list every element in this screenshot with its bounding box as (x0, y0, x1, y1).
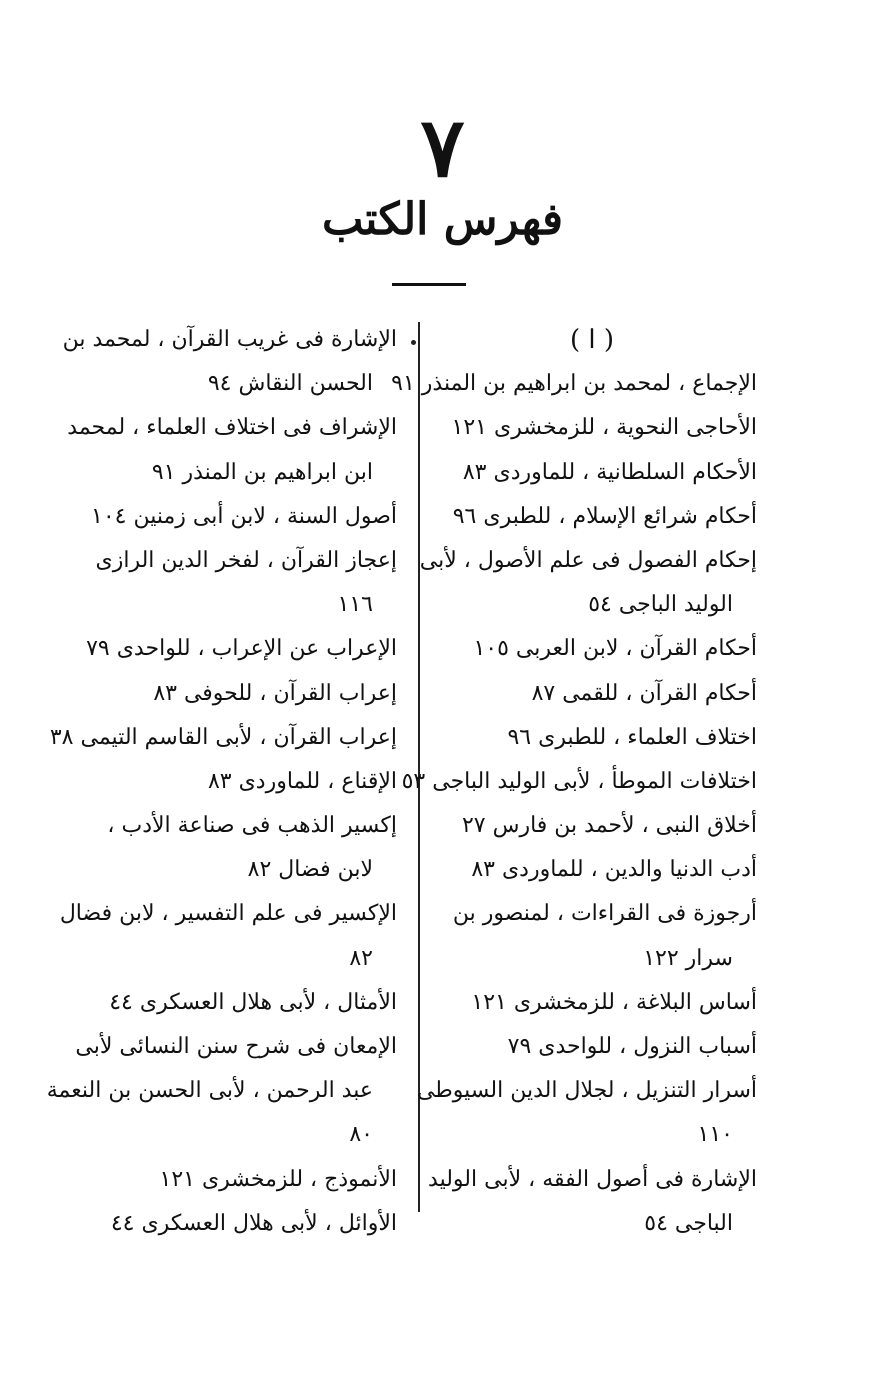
index-entry: أسرار التنزيل ، لجلال الدين السيوطى (416, 1078, 757, 1104)
index-entry: الإمعان فى شرح سنن النسائى لأبى (75, 1034, 397, 1059)
index-entry-continuation: ٨٢ (349, 945, 373, 971)
index-entry: اختلاف العلماء ، للطبرى ٩٦ (507, 724, 757, 750)
page-title: فهرس الكتب (321, 194, 564, 245)
index-column-left (46, 318, 397, 1246)
index-entry: الإشارة فى غريب القرآن ، لمحمد بن (62, 327, 397, 352)
index-entry-continuation: ١١٠ (697, 1122, 733, 1148)
index-entry: الإكسير فى علم التفسير ، لابن فضال (59, 901, 397, 927)
index-entry: أحكام القرآن ، للقمى ٨٧ (531, 680, 757, 706)
index-entry: إعجاز القرآن ، لفخر الدين الرازى (95, 547, 397, 573)
index-column-right (391, 318, 757, 1246)
index-entry: الإشارة فى أصول الفقه ، لأبى الوليد (428, 1166, 757, 1192)
index-entry: أرجوزة فى القراءات ، لمنصور بن (452, 901, 757, 927)
index-entry-continuation: ١١٦ (337, 592, 373, 618)
index-entry: أحكام شرائع الإسلام ، للطبرى ٩٦ (452, 503, 757, 529)
index-entry: الأنموذج ، للزمخشرى ١٢١ (159, 1166, 397, 1192)
index-entry: إعراب القرآن ، لأبى القاسم التيمى ٣٨ (49, 724, 397, 750)
chapter-number: ٧ (420, 100, 465, 196)
index-entry: إعراب القرآن ، للحوفى ٨٣ (153, 680, 397, 706)
index-entry: إحكام الفصول فى علم الأصول ، لأبى (419, 547, 757, 573)
index-entry: الأوائل ، لأبى هلال العسكرى ٤٤ (110, 1210, 397, 1236)
index-entry-continuation: الباجى ٥٤ (644, 1210, 733, 1236)
index-entry-continuation: ابن ابراهيم بن المنذر ٩١ (151, 459, 373, 485)
index-entry: الإجماع ، لمحمد بن ابراهيم بن المنذر ٩١ (391, 371, 757, 397)
index-entry: إكسير الذهب فى صناعة الأدب ، (107, 813, 397, 839)
index-entry: اختلافات الموطأ ، لأبى الوليد الباجى ٥٣ (401, 768, 757, 794)
index-entry: الأمثال ، لأبى هلال العسكرى ٤٤ (109, 989, 397, 1015)
index-entry: الأحاجى النحوية ، للزمخشرى ١٢١ (451, 415, 757, 441)
divider-dot (411, 340, 416, 345)
index-entry: أدب الدنيا والدين ، للماوردى ٨٣ (471, 857, 757, 883)
index-entry-continuation: ٨٠ (349, 1122, 373, 1148)
index-entry-continuation: سرار ١٢٢ (643, 945, 733, 971)
index-entry-continuation: لابن فضال ٨٢ (247, 857, 373, 883)
index-entry: الإشراف فى اختلاف العلماء ، لمحمد (67, 415, 397, 441)
index-entry-continuation: الحسن النقاش ٩٤ (207, 371, 373, 397)
index-entry: أخلاق النبى ، لأحمد بن فارس ٢٧ (461, 813, 757, 839)
index-entry: أصول السنة ، لابن أبى زمنين ١٠٤ (91, 503, 397, 529)
section-letter: ( ا ) (569, 325, 615, 355)
index-entry: أساس البلاغة ، للزمخشرى ١٢١ (471, 989, 757, 1015)
title-rule (392, 283, 466, 286)
index-entry: الإعراب عن الإعراب ، للواحدى ٧٩ (86, 636, 397, 662)
index-entry: أحكام القرآن ، لابن العربى ١٠٥ (473, 636, 757, 662)
index-entry: الإقناع ، للماوردى ٨٣ (207, 768, 397, 794)
index-entry: أسباب النزول ، للواحدى ٧٩ (507, 1034, 757, 1059)
index-entry: الأحكام السلطانية ، للماوردى ٨٣ (462, 459, 757, 485)
index-entry-continuation: عبد الرحمن ، لأبى الحسن بن النعمة (46, 1078, 373, 1104)
index-entry-continuation: الوليد الباجى ٥٤ (588, 592, 733, 618)
